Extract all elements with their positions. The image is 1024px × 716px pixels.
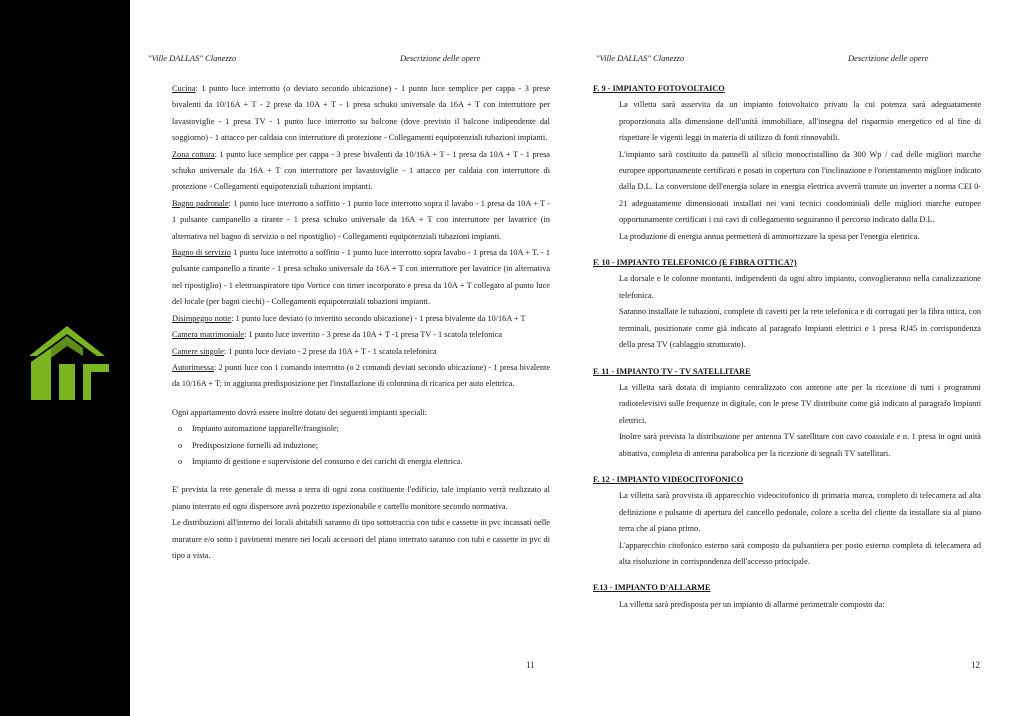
section-telephone	[593, 255, 981, 353]
room-text: 1 punto luce interrotto a soffitto - 1 punto luce interrotto sopra lavabo - 1 presa da 10A + T. - 1 pulsante campanello a tirante - 1 presa schuko universale da 16A + T con interruttore per lavatrice (in alternativa nel ripostiglio) - 1 elettroaspiratore tipo Vortice con timer incorporato e presa da 10A + T collegato al punto luce del locale (per bagni ciechi) - Collegamenti equipotenziali tubazioni impianti.	[172, 248, 550, 307]
header-project-name: "Ville DALLAS" Clanezzo	[148, 53, 237, 63]
special-systems-list	[172, 421, 550, 470]
section-video-intercom	[593, 472, 981, 570]
grounding-paragraph: E' prevista la rete generale di messa a terra di ogni zona costituente l'edificio, tale impianto verrà realizzato al piano interrato ed ogni dispersore avrà pozzetto ispezionabile e cartello monitore secondo normativa.	[172, 485, 550, 511]
room-text: : 1 punto luce semplice per cappa - 3 prese bivalenti da 10/16A + T - 1 presa da 10A + T - 1 presa schuko universale da 16A + T con interruttore per lavastoviglie - 1 attacco per caldaia con interruttore di protezione - Collegamenti equipotenziali tubazioni impianti.	[172, 149, 550, 192]
page-12-body	[593, 81, 981, 613]
bullet-icon: o	[178, 456, 183, 466]
section-tv-satellite	[593, 364, 981, 462]
section-paragraph: La villetta sarà dotata di impianto centralizzato con antenne atte per la ricezione di tutti i programmi radiotelevisivi sulle frequenze in digitale, con le prese TV distribuite come già indicato al paragrafo Impianti elettrici.	[619, 382, 981, 425]
room-paragraph	[172, 311, 550, 327]
page-number: 11	[526, 660, 535, 670]
room-label: Zona cottura	[172, 149, 215, 159]
section-paragraph: La villetta sarà provvista di apparecchio videocitofonico di primaria marca, completo di telecamera ad alta definizione e pulsante di apertura del cancello pedonale, colore a scelta del cliente da installare sia al piano terra che al piano primo.	[619, 491, 981, 534]
room-text: : 2 punti luce con 1 comando interrotto (o 2 comandi deviati secondo ubicazione) - 1 presa bivalente da 10/16A + T; in aggiunta predisposizione per l'installazione di colonnina di ricarica per auto elettrica.	[172, 362, 550, 389]
header-doc-title: Descrizione delle opere	[848, 53, 929, 63]
distribution-paragraph: Le distribuzioni all'interno dei locali abitabili saranno di tipo sottotraccia con tubi e cassette in pvc incassati nelle murature e/o sotto i pavimenti mentre nei locali accessori del piano interrato saranno con tubi e cassette in pvc di tipo a vista.	[172, 518, 550, 560]
left-sidebar	[0, 0, 130, 716]
page-number: 12	[971, 660, 980, 670]
room-paragraph	[172, 147, 550, 196]
section-paragraph: La dorsale e le colonne montanti, indipendenti da ogni altro impianto, convoglieranno nella canalizzazione telefonica.	[619, 274, 981, 300]
section-paragraph: L'apparecchio citofonico esterno sarà composto da pulsantiera per posto esterno completa di telecamera ad alta risoluzione in corrispondenza dell'accesso principale.	[619, 540, 981, 566]
page-11	[130, 0, 566, 716]
section-photovoltaic	[593, 81, 981, 245]
page-11-body	[172, 81, 550, 564]
room-text: : 1 punto luce interrotto (o deviato secondo ubicazione) - 1 punto luce semplice per cappa - 3 prese bivalenti da 10/16A + T - 2 prese da 10A + T - 1 presa schuko universale da 16A + T con interruttore per lavastoviglie - 1 presa TV - 1 punto luce interrotto su balcone (dove previsto il balcone indipendente dal soggiorno) - 1 attacco per caldaia con interruttore di protezione - Collegamenti equipotenziali tubazioni impianti.	[172, 84, 550, 143]
section-paragraph: La produzione di energia annua permetterà di ammortizzare la spesa per l'energia elettrica.	[619, 231, 920, 241]
list-item: o Impianto di gestione e supervisione del consumo e dei carichi di energia elettrica.	[178, 454, 550, 470]
room-text: : 1 punto luce interrotto a soffitto - 1 punto luce interrotto sopra il lavabo - 1 presa da 10A + T - 1 pulsante campanello a tirante - 1 presa schuko universale da 16A + T con interruttore per lavatrice (in alternativa nel bagno di servizio o nel ripostiglio) - Collegamenti equipotenziali tubazioni impianti.	[172, 198, 551, 241]
room-paragraph	[172, 196, 550, 245]
list-item: o Impianto automazione tapparelle/frangisole;	[178, 421, 550, 437]
section-paragraph: L'impianto sarà costituito da pannelli al silicio monocristallino da 300 Wp / cad delle migliori marche europee opportunamente certificati e posati in copertura con l'inclinazione e l'orientamento migliore indicato dalla D.L. La conversione dell'energia solare in energia elettrica avverrà tramite un inverter a norma CEI 0-21 adeguatamente dimensionati installati nei vani tecnici condominiali delle migliori marche europee opportunamente certificati i cui cavi di collegamento seguiranno il percorso indicato dalla D.L.	[619, 149, 981, 225]
room-paragraph	[172, 245, 550, 311]
page-12	[566, 0, 1024, 716]
bullet-icon: o	[178, 440, 183, 450]
room-paragraph	[172, 81, 550, 147]
room-text: : 1 punto luce deviato - 2 prese da 10A + T - 1 scatola telefonica	[223, 346, 437, 356]
section-title: F. 11 - IMPIANTO TV - TV SATELLITARE	[593, 366, 751, 376]
room-paragraph	[172, 360, 550, 393]
room-label: Camera matrimoniale	[172, 330, 245, 340]
special-systems-intro: Ogni appartamento dovrà essere inoltre dotato dei seguenti impianti speciali:	[172, 407, 428, 417]
room-label: Cucina	[172, 84, 196, 93]
room-paragraph	[172, 344, 550, 360]
house-logo-icon	[25, 322, 109, 400]
bullet-icon: o	[178, 424, 183, 434]
section-paragraph: La villetta sarà predisposta per un impianto di allarme perimetrale composto da:	[619, 599, 885, 609]
header-doc-title: Descrizione delle opere	[400, 53, 481, 63]
room-text: : 1 punto luce invertito - 3 prese da 10A + T -1 presa TV - 1 scatola telefonica	[244, 330, 503, 340]
room-label: Camere singole	[172, 346, 224, 356]
room-label: Disimpegno notte	[172, 313, 232, 323]
section-paragraph: Saranno installate le tubazioni, complete di cavetti per la rete telefonica e di corrugati per la fibra ottica, con terminali, posizionate come già indicato al paragrafo Impianti elettrici e 1 presa RJ45 in corrispondenza della presa TV (cablaggio strutturato).	[619, 307, 981, 350]
section-title: F. 10 - IMPIANTO TELEFONICO (E FIBRA OTTICA?)	[593, 258, 797, 268]
section-alarm	[593, 580, 981, 613]
room-paragraph	[172, 327, 550, 343]
header-project-name: "Ville DALLAS" Clanezzo	[596, 53, 685, 63]
section-title: F.13 - IMPIANTO D'ALLARME	[593, 583, 711, 593]
room-label: Bagno padronale	[172, 198, 229, 208]
section-title: F. 9 - IMPIANTO FOTOVOLTAICO	[593, 84, 725, 93]
section-paragraph: La villetta sarà asservita da un impianto fotovoltaico privato la cui potenza sarà adeguatamente proporzionata alla dimensione dell'unità immobiliare, all'insegna del risparmio energetico ed al fine di rispettare le vigenti leggi in materia di utilizzo di fonti rinnovabili.	[619, 100, 981, 143]
list-item: o Predisposizione fornelli ad induzione;	[178, 438, 550, 454]
room-label: Autorimessa	[172, 362, 214, 372]
room-label: Bagno di servizio	[172, 248, 231, 258]
section-title: F. 12 - IMPIANTO VIDEOCITOFONICO	[593, 474, 744, 484]
section-paragraph: Inoltre sarà prevista la distribuzione per antenna TV satellitare con cavo coassiale e n. 1 presa in ogni unità abitativa, completa di antenna parabolica per la ricezione di segnali TV satellitari.	[619, 432, 981, 458]
room-text: : 1 punto luce deviato (o invertito secondo ubicazione) - 1 presa bivalente da 10/16A + T	[231, 313, 526, 323]
